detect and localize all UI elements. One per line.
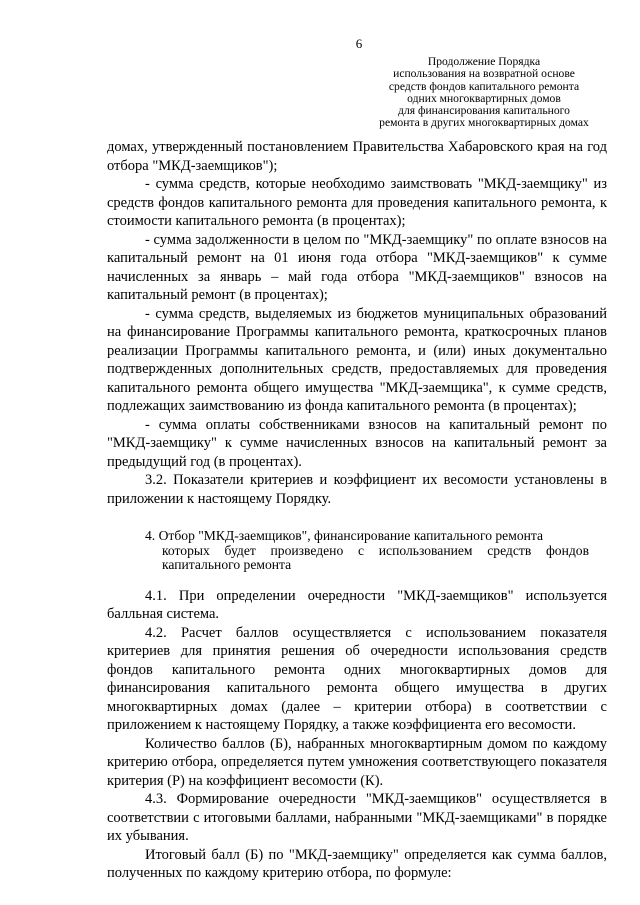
document-header	[370, 56, 598, 130]
paragraph: домах, утвержденный постановлением Правительства Хабаровского края на год отбора "МКД-заемщиков");	[107, 139, 607, 174]
paragraph: - сумма средств, которые необходимо заимствовать "МКД-заемщику" из средств фондов капитального ремонта для проведения капитального ремонта, к стоимости капитального ремонта (в процентах);	[107, 176, 607, 229]
header-line: для финансирования капитального	[398, 104, 570, 118]
paragraph: - сумма оплаты собственниками взносов на капитальный ремонт по "МКД-заемщику" к сумме начисленных взносов на капитальный ремонт за предыдущий год (в процентах).	[107, 416, 607, 470]
document-body	[107, 138, 607, 883]
header-line: использования на возвратной основе	[393, 67, 575, 81]
header-line: Продолжение Порядка	[427, 55, 541, 68]
header-line: ремонта в других многоквартирных домах	[379, 116, 589, 130]
section-heading-first: 4. Отбор "МКД-заемщиков", финансирование капитального ремонта	[145, 528, 544, 543]
paragraph: - сумма задолженности в целом по "МКД-заемщику" по оплате взносов на капитальный ремонт на 01 июня года отбора "МКД-заемщиков" к сумме начисленных за январь – май года отбора "МКД-заемщиков" взносов на капитальный ремонт (в процентах);	[107, 231, 607, 303]
page-number: 6	[355, 36, 363, 51]
header-line: средств фондов капитального ремонта	[388, 79, 580, 93]
paragraph: 4.3. Формирование очередности "МКД-заемщиков" осуществляется в соответствии с итоговыми баллами, набранными "МКД-заемщиками" в порядке их убывания.	[107, 791, 607, 844]
header-line: одних многоквартирных домов	[407, 91, 561, 105]
paragraph: Количество баллов (Б), набранных многоквартирным домом по каждому критерию отбора, определяется путем умножения соответствующего показателя критерия (Р) на коэффициент весомости (К).	[107, 735, 607, 789]
paragraph: Итоговый балл (Б) по "МКД-заемщику" определяется как сумма баллов, полученных по каждому критерию отбора, по формуле:	[107, 846, 607, 881]
paragraph: - сумма средств, выделяемых из бюджетов муниципальных образований на финансирование Программы капитального ремонта, краткосрочных планов реализации Программы капитального ремонта, и (или) иных документально подтвержденных дополнительных средств, предоставляемых для проведения капитального ремонта общего имущества "МКД-заемщика", к сумме средств, подлежащих заимствованию из фонда капитального ремонта (в процентах);	[107, 305, 607, 414]
paragraph: 3.2. Показатели критериев и коэффициент их весомости установлены в приложении к настоящему Порядку.	[107, 472, 607, 507]
paragraph: 4.2. Расчет баллов осуществляется с использованием показателя критериев для принятия решения об очередности использования средств фондов капитального ремонта одних многоквартирных домов для финансирования капитального ремонта общего имущества в других многоквартирных домах (далее – критерии отбора) в соответствии с приложением к настоящему Порядку, а также коэффициента его весомости.	[107, 624, 607, 733]
section-heading-rest: которых будет произведено с использованием средств фондов капитального ремонта	[162, 542, 589, 572]
section-heading	[107, 529, 607, 573]
paragraph: 4.1. При определении очередности "МКД-заемщиков" используется балльная система.	[107, 587, 607, 622]
